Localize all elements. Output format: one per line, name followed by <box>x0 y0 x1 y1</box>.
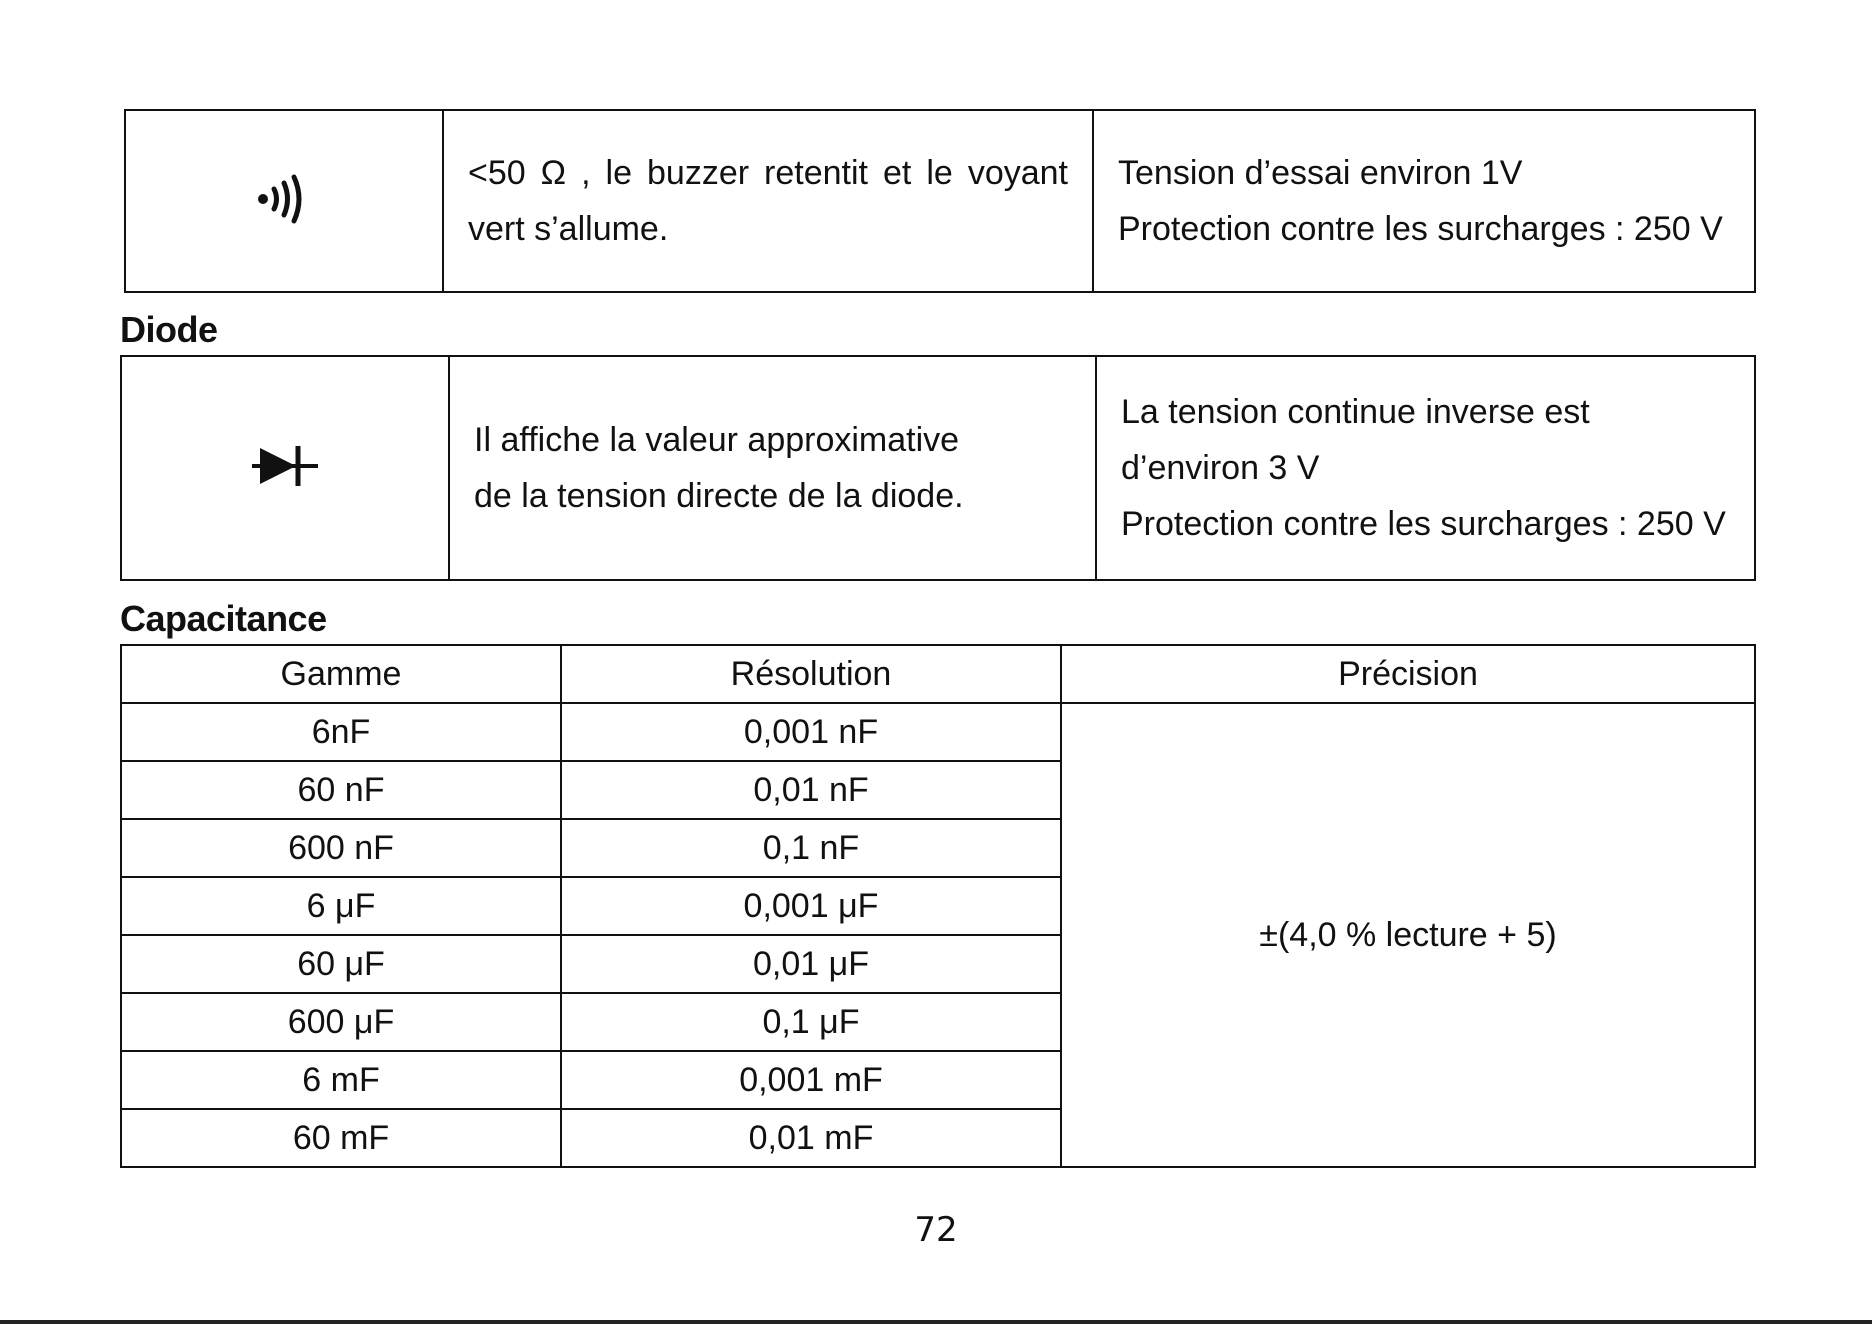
diode-description-line2: de la tension directe de la diode. <box>474 477 964 515</box>
resolution-cell: 0,1 μF <box>561 993 1061 1051</box>
resolution-cell: 0,01 nF <box>561 761 1061 819</box>
resolution-cell: 0,01 mF <box>561 1109 1061 1167</box>
diode-reverse-voltage: La tension continue inverse est d’environ 3 V <box>1121 393 1590 487</box>
table-header-row <box>121 645 1755 703</box>
page-number: 72 <box>914 1210 958 1250</box>
page-bottom-divider <box>0 1320 1872 1324</box>
resolution-cell: 0,01 μF <box>561 935 1061 993</box>
capacitance-table <box>120 644 1756 1168</box>
resolution-cell: 0,001 nF <box>561 703 1061 761</box>
table-row <box>121 356 1755 580</box>
continuity-notes-cell <box>1093 110 1755 292</box>
continuity-description: <50 Ω , le buzzer retentit et le voyant vert s’allume. <box>468 154 1068 248</box>
diode-section-title: Diode <box>120 309 218 350</box>
diode-description-cell <box>449 356 1096 580</box>
diode-notes-cell <box>1096 356 1755 580</box>
range-cell: 6 mF <box>121 1051 561 1109</box>
continuity-icon-cell <box>125 110 443 292</box>
diode-icon <box>252 441 318 491</box>
range-cell: 60 μF <box>121 935 561 993</box>
continuity-test-voltage: Tension d’essai environ 1V <box>1118 154 1523 192</box>
continuity-overload-protection: Protection contre les surcharges : 250 V <box>1118 210 1723 248</box>
column-header-accuracy: Précision <box>1061 645 1755 703</box>
capacitance-section-title: Capacitance <box>120 598 327 639</box>
range-cell: 60 mF <box>121 1109 561 1167</box>
range-cell: 600 nF <box>121 819 561 877</box>
diode-overload-protection: Protection contre les surcharges : 250 V <box>1121 505 1726 543</box>
range-cell: 600 μF <box>121 993 561 1051</box>
accuracy-cell: ±(4,0 % lecture + 5) <box>1061 703 1755 1167</box>
resolution-cell: 0,001 mF <box>561 1051 1061 1109</box>
buzzer-icon <box>254 173 314 225</box>
table-row <box>125 110 1755 292</box>
continuity-table <box>124 109 1756 293</box>
diode-table <box>120 355 1756 581</box>
continuity-description-cell <box>443 110 1093 292</box>
table-row <box>121 703 1755 761</box>
range-cell: 60 nF <box>121 761 561 819</box>
column-header-range: Gamme <box>121 645 561 703</box>
column-header-resolution: Résolution <box>561 645 1061 703</box>
diode-icon-cell <box>121 356 449 580</box>
resolution-cell: 0,001 μF <box>561 877 1061 935</box>
range-cell: 6 μF <box>121 877 561 935</box>
resolution-cell: 0,1 nF <box>561 819 1061 877</box>
diode-description-line1: Il affiche la valeur approximative <box>474 421 960 459</box>
range-cell: 6nF <box>121 703 561 761</box>
